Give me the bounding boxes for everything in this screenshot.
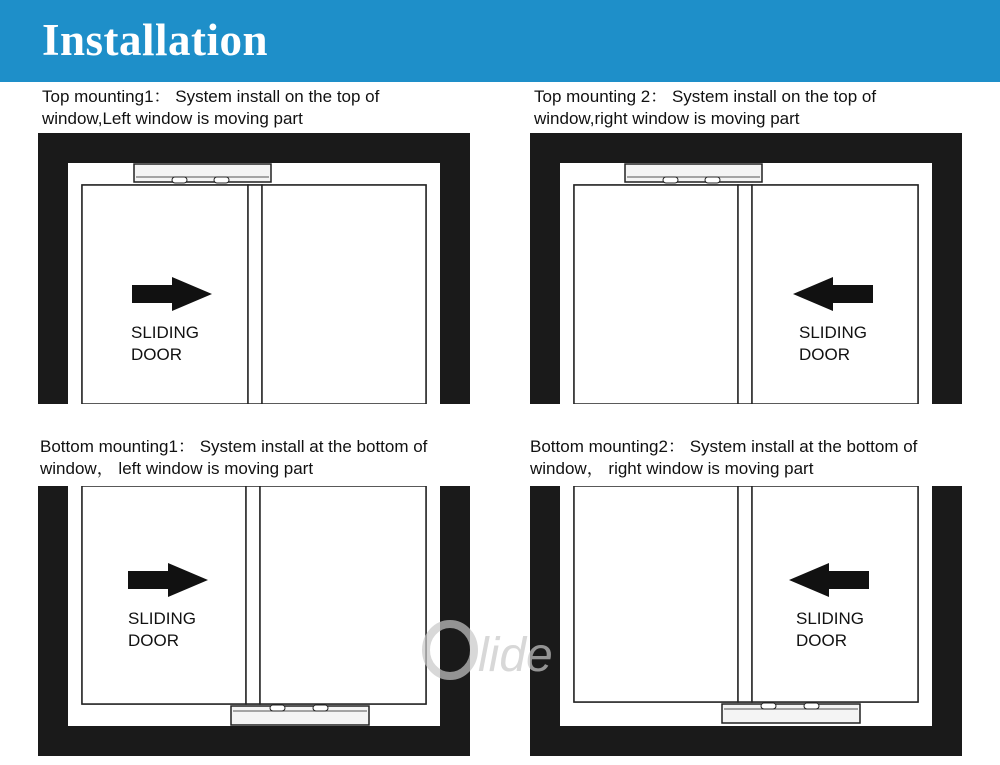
right-window-panel (752, 486, 918, 702)
caption-line: window， left window is moving part (40, 459, 314, 478)
center-mullion (738, 185, 752, 404)
caption-bottom-mounting-2 (530, 436, 917, 480)
caption-line: window,Left window is moving part (42, 109, 303, 128)
caption-top-mounting-1 (42, 86, 379, 130)
caption-bottom-mounting-1 (40, 436, 427, 480)
svg-text:lide: lide (478, 629, 553, 682)
center-mullion (248, 185, 262, 404)
sliding-door-label: SLIDING DOOR (128, 609, 197, 650)
operator-unit (722, 703, 860, 723)
caption-line: Bottom mounting2： System install at the bottom of (530, 437, 918, 456)
caption-line: window， right window is moving part (530, 459, 814, 478)
diagram-top-mounting-2 (530, 133, 962, 404)
diagram-bottom-mounting-1 (38, 486, 470, 756)
sliding-door-label: SLIDING DOOR (796, 609, 865, 650)
caption-line: Bottom mounting1： System install at the bottom of (40, 437, 428, 456)
caption-top-mounting-2 (534, 86, 876, 130)
caption-line: Top mounting1： System install on the top of (42, 87, 380, 106)
header-banner (0, 0, 1000, 82)
diagram-top-mounting-1 (38, 133, 470, 404)
caption-line: Top mounting 2： System install on the top of (534, 87, 877, 106)
right-window-panel (260, 486, 426, 704)
left-window-panel (82, 486, 246, 704)
olide-logo-watermark (420, 615, 590, 685)
sliding-door-label: SLIDING DOOR (131, 323, 200, 364)
center-mullion (246, 486, 260, 704)
sliding-door-label: SLIDING DOOR (799, 323, 868, 364)
left-window-panel (574, 185, 738, 404)
caption-line: window,right window is moving part (534, 109, 800, 128)
left-window-panel (574, 486, 738, 702)
right-window-panel (262, 185, 426, 404)
operator-unit (625, 164, 762, 183)
operator-unit (134, 164, 271, 183)
operator-unit (231, 705, 369, 725)
page-title: Installation (42, 15, 269, 65)
diagram-bottom-mounting-2 (530, 486, 962, 756)
center-mullion (738, 486, 752, 702)
